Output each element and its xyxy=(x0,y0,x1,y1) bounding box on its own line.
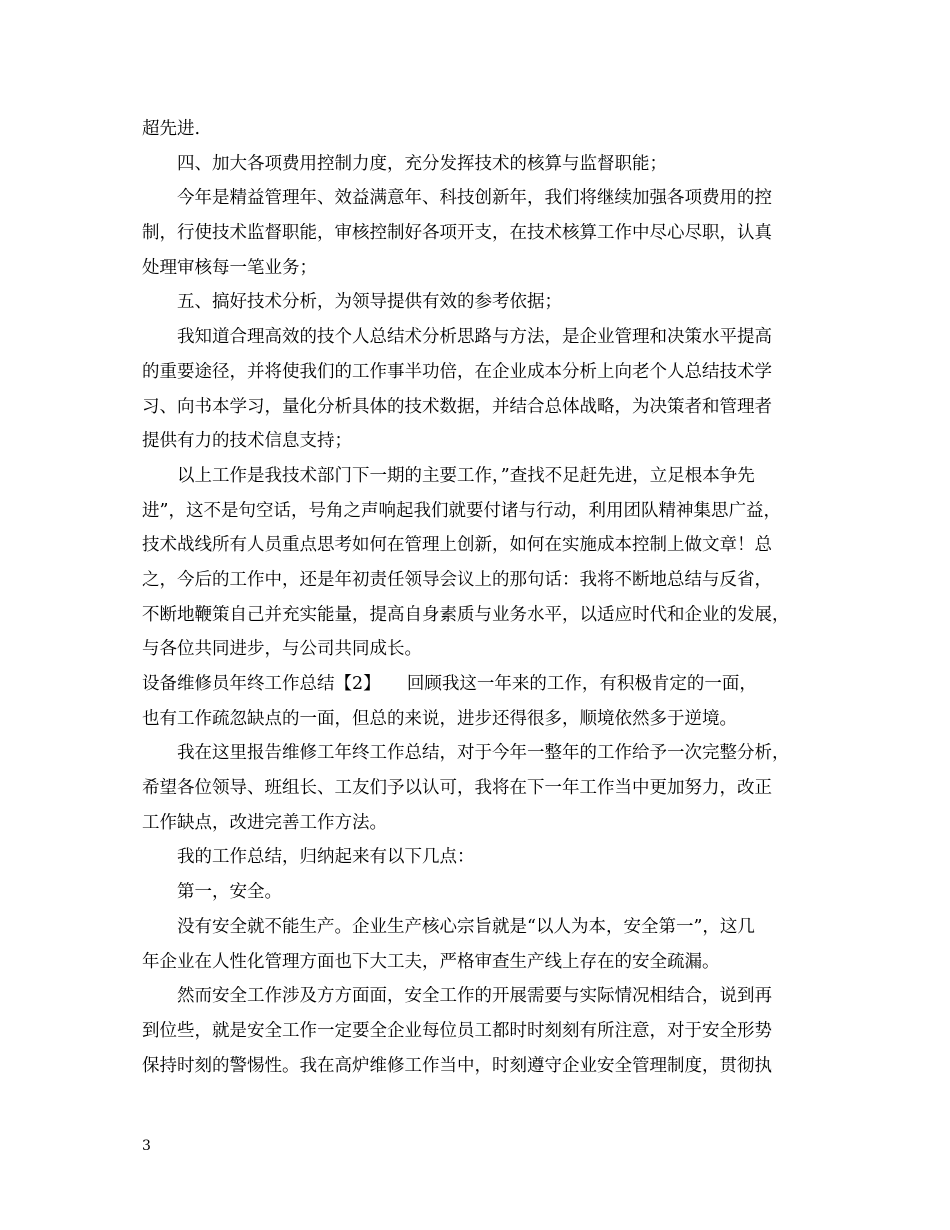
text-line: 保持时刻的警惕性。我在高炉维修工作当中，时刻遵守企业安全管理制度，贯彻执 xyxy=(142,1055,772,1076)
text-line: 提供有力的技术信息支持； xyxy=(142,431,352,452)
text-line: 处理审核每一笔业务； xyxy=(142,257,317,278)
text-line: 之，今后的工作中，还是年初责任领导会议上的那句话：我将不断地总结与反省， xyxy=(142,569,772,590)
section-heading-line: 设备维修员年终工作总结【2】 回顾我这一年来的工作，有积极肯定的一面， xyxy=(142,674,757,694)
text-line: 五、搞好技术分析，为领导提供有效的参考依据； xyxy=(142,292,562,313)
text-line: 今年是精益管理年、效益满意年、科技创新年，我们将继续加强各项费用的控 xyxy=(142,188,772,209)
text-line: 工作缺点，改进完善工作方法。 xyxy=(142,812,387,833)
text-line: 第一，安全。 xyxy=(142,882,282,903)
text-line: 到位些，就是安全工作一定要全企业每位员工都时时刻刻有所注意，对于安全形势 xyxy=(142,1020,772,1041)
text-line: 的重要途径，并将使我们的工作事半功倍，在企业成本分析上向老个人总结技术学 xyxy=(142,361,772,382)
body-text xyxy=(142,112,824,1083)
text-line: 技术战线所有人员重点思考如何在管理上创新，如何在实施成本控制上做文章！总 xyxy=(142,535,772,556)
text-line: 进”，这不是句空话，号角之声响起我们就要付诸与行动，利用团队精神集思广益， xyxy=(142,500,781,521)
text-line: 然而安全工作涉及方方面面，安全工作的开展需要与实际情况相结合，说到再 xyxy=(142,986,772,1007)
text-line: 我的工作总结，归纳起来有以下几点： xyxy=(142,847,475,868)
text-line: 制，行使技术监督职能，审核控制好各项开支，在技术核算工作中尽心尽职，认真 xyxy=(142,223,772,244)
text-line: 超先进. xyxy=(142,119,201,139)
text-line: 四、加大各项费用控制力度，充分发挥技术的核算与监督职能； xyxy=(142,153,667,174)
text-line: 习、向书本学习，量化分析具体的技术数据，并结合总体战略，为决策者和管理者 xyxy=(142,396,772,417)
page-number: 3 xyxy=(142,1138,151,1154)
text-line: 没有安全就不能生产。企业生产核心宗旨就是“以人为本，安全第一”，这几 xyxy=(142,916,755,937)
text-line: 年企业在人性化管理方面也下大工夫，严格审查生产线上存在的安全疏漏。 xyxy=(142,951,720,972)
text-line: 也有工作疏忽缺点的一面，但总的来说，进步还得很多，顺境依然多于逆境。 xyxy=(142,708,737,729)
text-line: 与各位共同进步，与公司共同成长。 xyxy=(142,639,422,660)
text-line: 以上工作是我技术部门下一期的主要工作，”查找不足赶先进，立足根本争先 xyxy=(142,465,755,486)
text-line: 不断地鞭策自己并充实能量，提高自身素质与业务水平，以适应时代和企业的发展， xyxy=(142,604,790,625)
text-line: 我知道合理高效的技个人总结术分析思路与方法，是企业管理和决策水平提高 xyxy=(142,327,772,348)
text-line: 希望各位领导、班组长、工友们予以认可，我将在下一年工作当中更加努力，改正 xyxy=(142,778,772,799)
text-line: 我在这里报告维修工年终工作总结，对于今年一整年的工作给予一次完整分析， xyxy=(142,743,790,764)
